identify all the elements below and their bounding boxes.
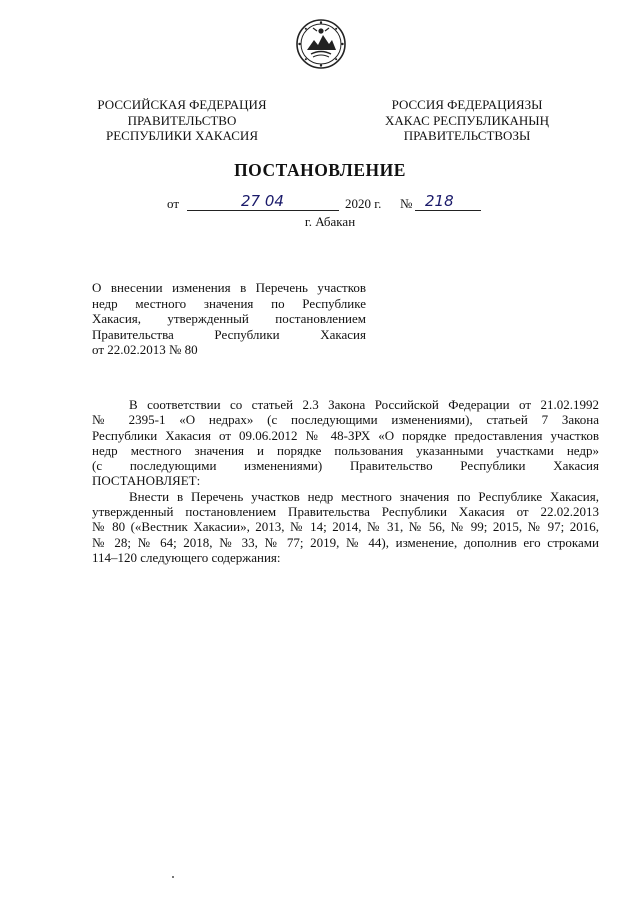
- subject-line: Хакасия, утвержденный постановлением: [92, 311, 366, 326]
- body-line: Республики Хакасия от 09.06.2012 № 48-ЗРХ «О порядке предоставления участков: [92, 427, 599, 443]
- number-label: №: [400, 196, 413, 211]
- body-line: Внести в Перечень участков недр местного значения по Республике Хакасия,: [129, 488, 599, 504]
- subject-block: [92, 280, 366, 358]
- year-label: 2020 г.: [345, 196, 382, 211]
- body-line: № 80 («Вестник Хакасии», 2013, № 14; 2014, № 31, № 56, № 99; 2015, № 97; 2016,: [92, 519, 599, 535]
- header-left-line: РОССИЙСКАЯ ФЕДЕРАЦИЯ: [97, 97, 267, 112]
- body-text: [92, 397, 599, 565]
- subject-line: от 22.02.2013 № 80: [92, 342, 198, 357]
- header-khakas-authority: [372, 97, 562, 144]
- handwritten-date: 27 04: [241, 192, 284, 210]
- number-underline: [415, 210, 481, 211]
- body-line: № 2395-1 «О недрах» (с последующими изменениями), статьей 7 Закона: [92, 412, 599, 428]
- from-label: от: [167, 196, 180, 211]
- header-right-line: ХАКАС РЕСПУБЛИКАНЫҢ: [384, 112, 550, 128]
- body-line: ПОСТАНОВЛЯЕТ:: [92, 473, 201, 489]
- date-underline: [187, 210, 339, 211]
- header-right-line: РОССИЯ ФЕДЕРАЦИЯЗЫ: [391, 97, 543, 112]
- city-label: г. Абакан: [304, 214, 356, 229]
- body-line: В соответствии со статьей 2.3 Закона Российской Федерации от 21.02.1992: [129, 397, 599, 412]
- republic-coat-of-arms-icon: [295, 18, 347, 70]
- document-title: ПОСТАНОВЛЕНИЕ: [234, 160, 406, 180]
- subject-line: О внесении изменения в Перечень участков: [92, 280, 366, 295]
- body-line: 114–120 следующего содержания:: [92, 549, 281, 565]
- body-line: недр местного значения и порядке пользования указанными участками недр»: [92, 442, 599, 458]
- scan-speck: [172, 876, 174, 878]
- body-line: (с последующими изменениями) Правительство Республики Хакасия: [92, 458, 599, 474]
- header-left-line: РЕСПУБЛИКИ ХАКАСИЯ: [105, 128, 258, 143]
- header-russian-authority: [87, 97, 277, 144]
- handwritten-number: 218: [425, 192, 454, 210]
- header-left-line: ПРАВИТЕЛЬСТВО: [127, 112, 237, 128]
- subject-line: Правительства Республики Хакасия: [92, 326, 366, 342]
- header-right-line: ПРАВИТЕЛЬСТВОЗЫ: [403, 128, 531, 143]
- body-line: № 28; № 64; 2018, № 33, № 77; 2019, № 44), изменение, дополнив его строками: [92, 534, 599, 550]
- body-line: утвержденный постановлением Правительства Республики Хакасия от 22.02.2013: [92, 504, 599, 520]
- subject-line: недр местного значения по Республике: [92, 295, 366, 311]
- date-number-line: [167, 192, 487, 214]
